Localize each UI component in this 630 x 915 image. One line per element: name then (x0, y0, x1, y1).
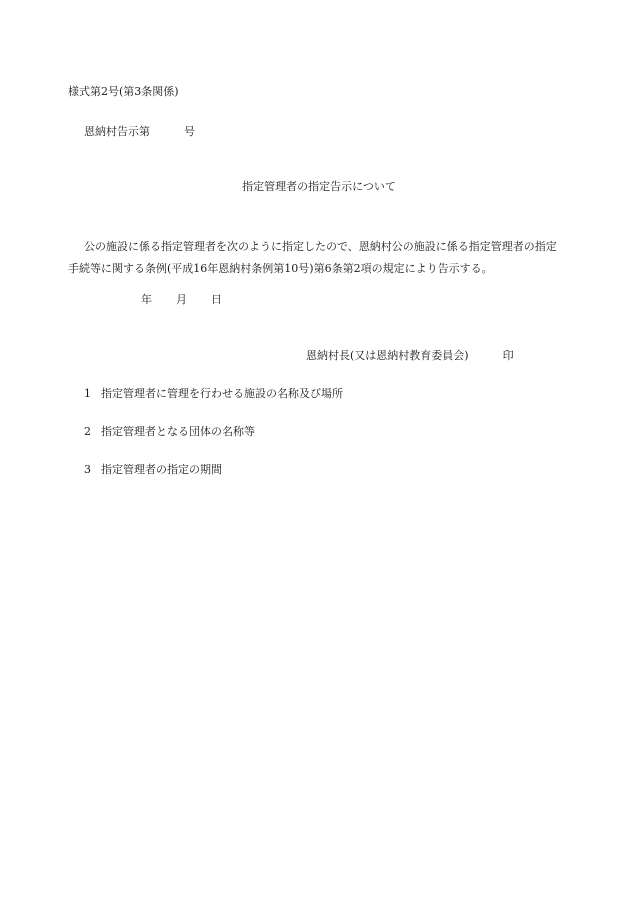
notice-prefix: 恩納村告示第 (84, 125, 150, 138)
date-year: 年 (141, 293, 152, 306)
item-number: 3 (84, 463, 91, 476)
item-text: 指定管理者となる団体の名称等 (101, 425, 255, 438)
seal-mark: 印 (502, 349, 514, 362)
item-text: 指定管理者に管理を行わせる施設の名称及び場所 (101, 387, 343, 400)
signer-line (306, 349, 514, 363)
list-item (84, 463, 222, 477)
item-text: 指定管理者の指定の期間 (101, 463, 222, 476)
list-item (84, 425, 255, 439)
notice-body: 公の施設に係る指定管理者を次のように指定したので、恩納村公の施設に係る指定管理者の指定手続等に関する条例(平成16年恩納村条例第10号)第6条第2項の規定により告示する。 (68, 240, 557, 275)
date-month: 月 (176, 293, 187, 306)
notice-number (84, 125, 195, 139)
date-day: 日 (211, 293, 222, 306)
item-number: 1 (84, 387, 91, 400)
document-title: 指定管理者の指定告示について (242, 180, 396, 193)
item-number: 2 (84, 425, 91, 438)
notice-suffix: 号 (184, 125, 195, 138)
signer-name: 恩納村長(又は恩納村教育委員会) (306, 349, 469, 362)
list-item (84, 387, 343, 401)
date-line (141, 293, 222, 307)
form-label: 様式第2号(第3条関係) (68, 85, 179, 98)
